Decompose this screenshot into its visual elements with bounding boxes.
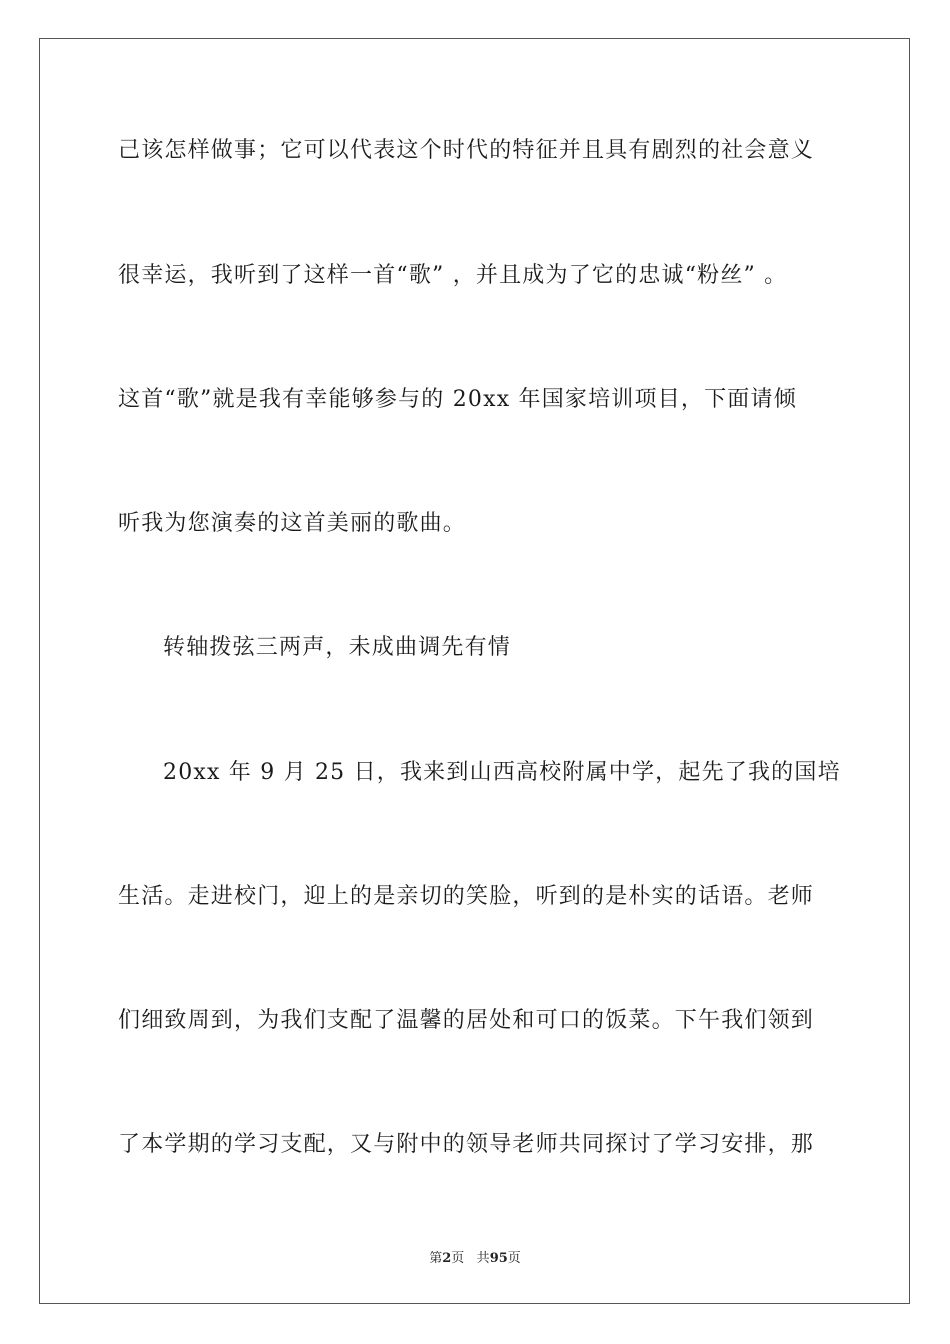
footer-total-pages: 95 [489,1251,508,1266]
page-border [39,38,910,1304]
body-line-7: 生活。走进校门，迎上的是亲切的笑脸，听到的是朴实的话语。老师 [118,884,815,909]
body-line-1: 己该怎样做事；它可以代表这个时代的特征并且具有剧烈的社会意义 [118,138,815,163]
footer-page-suffix: 页 [451,1251,465,1266]
section-heading: 转轴拨弦三两声，未成曲调先有情 [163,635,512,660]
body-line-8: 们细致周到，为我们支配了温馨的居处和可口的饭菜。下午我们领到 [118,1008,815,1033]
body-line-2: 很幸运，我听到了这样一首“歌” ，并且成为了它的忠诚“粉丝” 。 [118,263,788,288]
footer-prefix: 第 [429,1251,443,1266]
footer-total-suffix: 页 [507,1251,521,1266]
body-line-6: 20xx 年 9 月 25 日，我来到山西高校附属中学，起先了我的国培 [163,760,841,785]
footer-total-prefix: 共 [476,1251,490,1266]
footer-page-number: 2 [442,1251,452,1266]
body-line-9: 了本学期的学习支配，又与附中的领导老师共同探讨了学习安排，那 [118,1132,815,1157]
page-footer [0,1247,950,1266]
body-line-3: 这首“歌”就是我有幸能够参与的 20xx 年国家培训项目，下面请倾 [118,387,797,412]
body-line-4: 听我为您演奏的这首美丽的歌曲。 [118,511,467,536]
